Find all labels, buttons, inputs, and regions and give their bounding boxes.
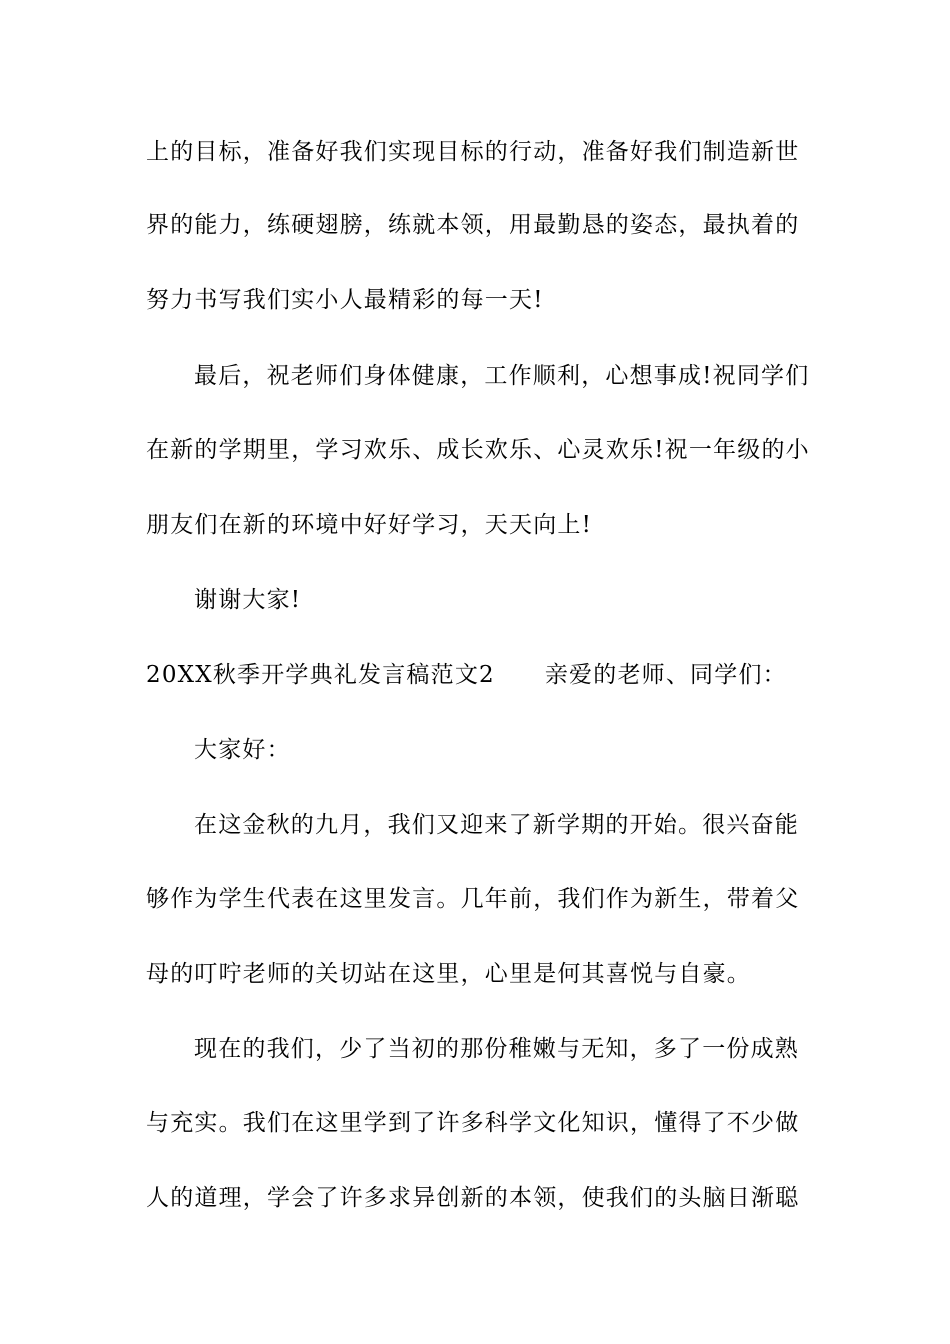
- paragraph-line: 够作为学生代表在这里发言。几年前，我们作为新生，带着父: [146, 886, 800, 912]
- paragraph-line: 母的叮咛老师的关切站在这里，心里是何其喜悦与自豪。: [146, 961, 751, 987]
- closing-line: 谢谢大家!: [194, 587, 302, 613]
- paragraph-line: 努力书写我们实小人最精彩的每一天!: [146, 287, 544, 313]
- paragraph-line: 与充实。我们在这里学到了许多科学文化知识，懂得了不少做: [146, 1110, 800, 1136]
- section-greeting: 亲爱的老师、同学们：: [544, 662, 787, 688]
- paragraph-line: 在新的学期里，学习欢乐、成长欢乐、心灵欢乐!祝一年级的小: [146, 437, 810, 463]
- paragraph-line: 现在的我们，少了当初的那份稚嫩与无知，多了一份成熟: [194, 1036, 799, 1062]
- paragraph-line: 界的能力，练硬翅膀，练就本领，用最勤恳的姿态，最执着的: [146, 212, 800, 238]
- paragraph-line: 人的道理，学会了许多求异创新的本领，使我们的头脑日渐聪: [146, 1185, 800, 1211]
- paragraph-line: 最后，祝老师们身体健康，工作顺利，心想事成!祝同学们: [194, 363, 810, 389]
- paragraph-line: 朋友们在新的环境中好好学习，天天向上!: [146, 512, 593, 538]
- section-heading: [146, 660, 806, 690]
- paragraph-line: 在这金秋的九月，我们又迎来了新学期的开始。很兴奋能: [194, 812, 799, 838]
- section-title: 20XX秋季开学典礼发言稿范文2: [146, 662, 495, 688]
- paragraph-line: 上的目标，准备好我们实现目标的行动，准备好我们制造新世: [146, 139, 800, 165]
- greeting-line: 大家好：: [194, 737, 291, 763]
